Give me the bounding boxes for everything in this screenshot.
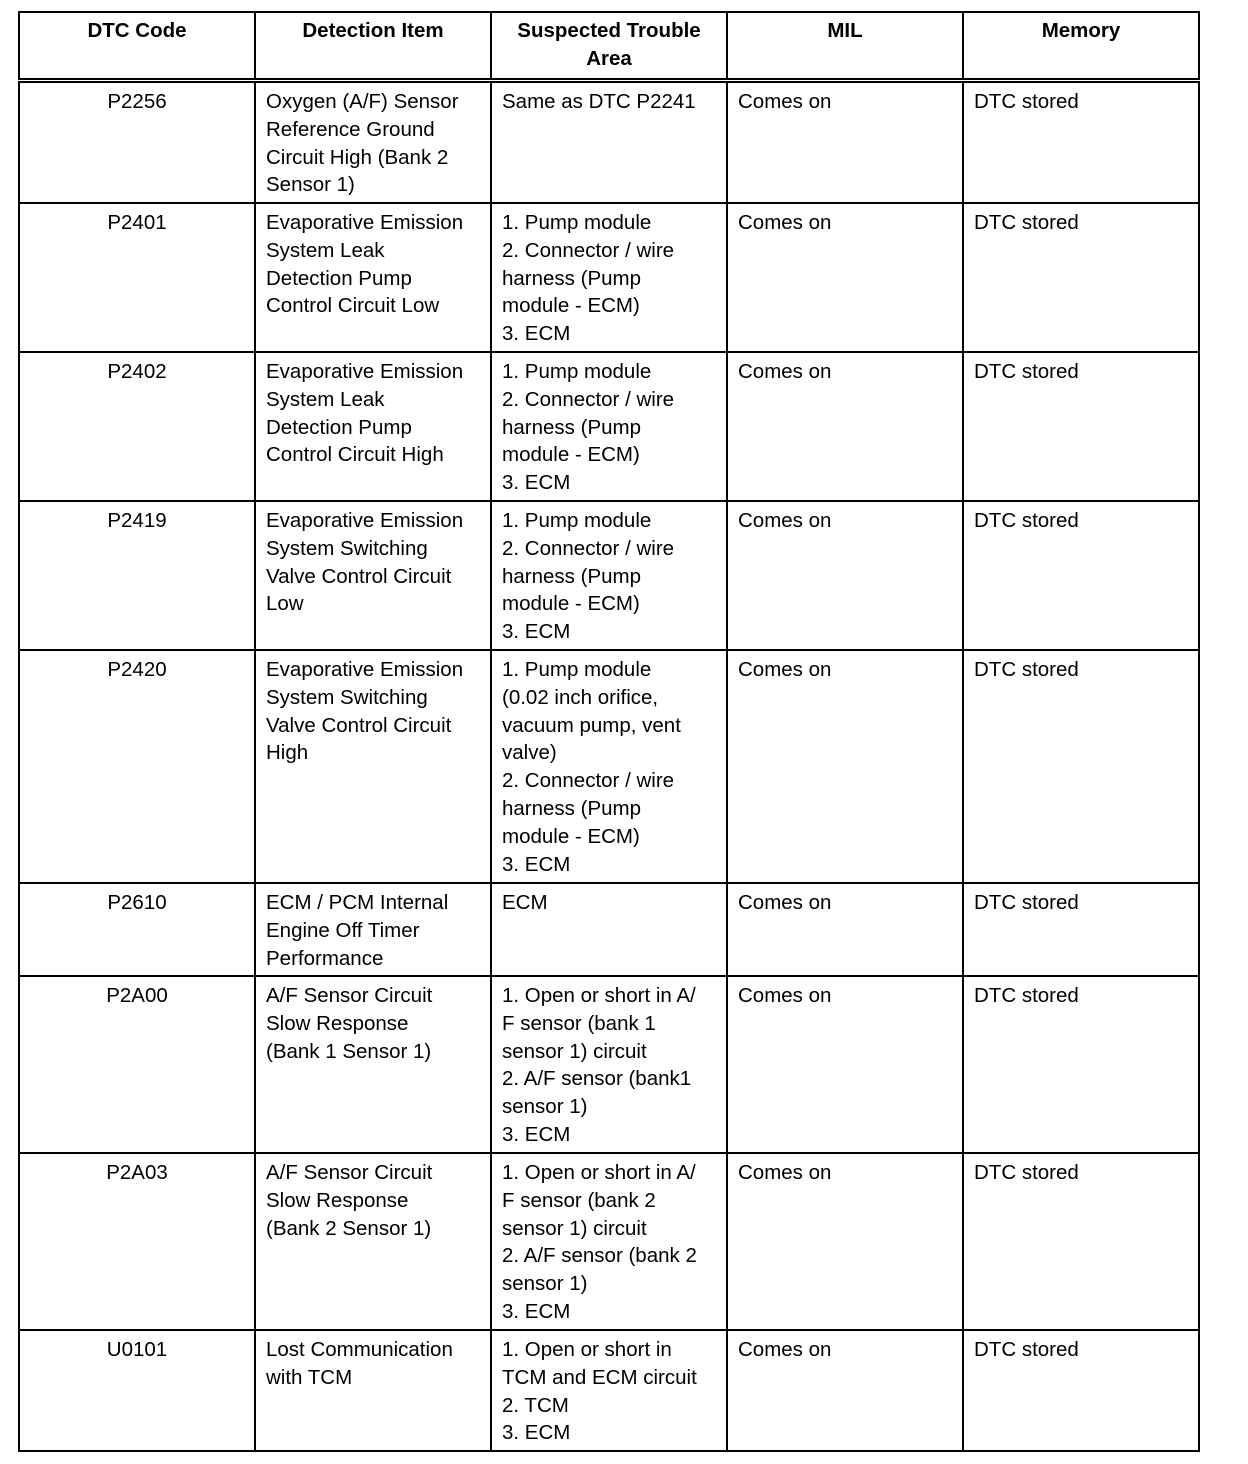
dtc-code-cell: P2401	[19, 203, 255, 352]
memory-cell: DTC stored	[963, 976, 1199, 1153]
table-row	[19, 1153, 1199, 1330]
header-row	[19, 12, 1199, 81]
detection-item-cell: ECM / PCM Internal Engine Off Timer Performance	[255, 883, 491, 976]
mil-cell: Comes on	[727, 1330, 963, 1451]
dtc-code-cell: P2402	[19, 352, 255, 501]
table-row	[19, 650, 1199, 883]
header-detection-item: Detection Item	[255, 12, 491, 81]
memory-cell: DTC stored	[963, 1330, 1199, 1451]
dtc-code-cell: P2A03	[19, 1153, 255, 1330]
trouble-area-cell: 1. Pump module (0.02 inch orifice, vacuum pump, vent valve) 2. Connector / wire harness (Pump module - ECM) 3. ECM	[491, 650, 727, 883]
detection-item-cell: Evaporative Emission System Switching Valve Control Circuit High	[255, 650, 491, 883]
detection-item-cell: A/F Sensor Circuit Slow Response (Bank 2 Sensor 1)	[255, 1153, 491, 1330]
detection-item-cell: Oxygen (A/F) Sensor Reference Ground Circuit High (Bank 2 Sensor 1)	[255, 81, 491, 204]
table-row	[19, 81, 1199, 204]
detection-item-cell: Evaporative Emission System Leak Detection Pump Control Circuit High	[255, 352, 491, 501]
memory-cell: DTC stored	[963, 1153, 1199, 1330]
memory-cell: DTC stored	[963, 203, 1199, 352]
memory-cell: DTC stored	[963, 650, 1199, 883]
dtc-code-cell: P2610	[19, 883, 255, 976]
detection-item-cell: Evaporative Emission System Switching Valve Control Circuit Low	[255, 501, 491, 650]
table-row	[19, 501, 1199, 650]
table-body	[19, 81, 1199, 1452]
header-mil: MIL	[727, 12, 963, 81]
trouble-area-cell: 1. Open or short in A/ F sensor (bank 2 sensor 1) circuit 2. A/F sensor (bank 2 sensor 1) 3. ECM	[491, 1153, 727, 1330]
dtc-code-cell: P2A00	[19, 976, 255, 1153]
dtc-table	[18, 11, 1200, 1452]
dtc-code-cell: P2420	[19, 650, 255, 883]
table-row	[19, 203, 1199, 352]
trouble-area-cell: ECM	[491, 883, 727, 976]
memory-cell: DTC stored	[963, 501, 1199, 650]
trouble-area-cell: 1. Open or short in A/ F sensor (bank 1 sensor 1) circuit 2. A/F sensor (bank1 sensor 1) 3. ECM	[491, 976, 727, 1153]
header-dtc-code: DTC Code	[19, 12, 255, 81]
mil-cell: Comes on	[727, 501, 963, 650]
trouble-area-cell: 1. Open or short in TCM and ECM circuit 2. TCM 3. ECM	[491, 1330, 727, 1451]
mil-cell: Comes on	[727, 883, 963, 976]
header-suspected-trouble-area: Suspected Trouble Area	[491, 12, 727, 81]
mil-cell: Comes on	[727, 203, 963, 352]
mil-cell: Comes on	[727, 650, 963, 883]
detection-item-cell: A/F Sensor Circuit Slow Response (Bank 1 Sensor 1)	[255, 976, 491, 1153]
memory-cell: DTC stored	[963, 81, 1199, 204]
detection-item-cell: Lost Communication with TCM	[255, 1330, 491, 1451]
mil-cell: Comes on	[727, 352, 963, 501]
trouble-area-cell: 1. Pump module 2. Connector / wire harness (Pump module - ECM) 3. ECM	[491, 501, 727, 650]
table-row	[19, 1330, 1199, 1451]
table-row	[19, 883, 1199, 976]
table-row	[19, 352, 1199, 501]
mil-cell: Comes on	[727, 976, 963, 1153]
table-header	[19, 12, 1199, 81]
table-row	[19, 976, 1199, 1153]
mil-cell: Comes on	[727, 81, 963, 204]
dtc-code-cell: P2256	[19, 81, 255, 204]
memory-cell: DTC stored	[963, 352, 1199, 501]
memory-cell: DTC stored	[963, 883, 1199, 976]
header-memory: Memory	[963, 12, 1199, 81]
dtc-code-cell: U0101	[19, 1330, 255, 1451]
detection-item-cell: Evaporative Emission System Leak Detection Pump Control Circuit Low	[255, 203, 491, 352]
dtc-code-cell: P2419	[19, 501, 255, 650]
trouble-area-cell: Same as DTC P2241	[491, 81, 727, 204]
mil-cell: Comes on	[727, 1153, 963, 1330]
trouble-area-cell: 1. Pump module 2. Connector / wire harness (Pump module - ECM) 3. ECM	[491, 203, 727, 352]
trouble-area-cell: 1. Pump module 2. Connector / wire harness (Pump module - ECM) 3. ECM	[491, 352, 727, 501]
